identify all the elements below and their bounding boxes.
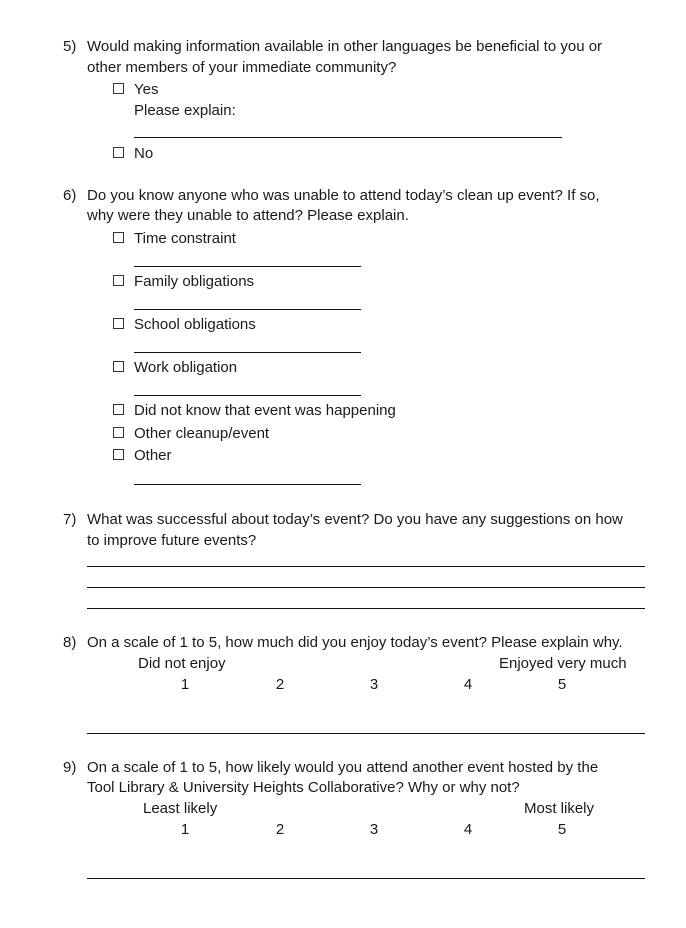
scale-option-5[interactable]: 5 [557, 821, 567, 838]
answer-line[interactable] [134, 484, 361, 485]
answer-line[interactable] [134, 309, 361, 310]
question-text: On a scale of 1 to 5, how likely would you attend another event hosted by the [87, 759, 599, 776]
question-text: Tool Library & University Heights Collaborative? Why or why not? [87, 779, 520, 796]
scale-option-5[interactable]: 5 [557, 676, 567, 693]
answer-line[interactable] [87, 587, 645, 588]
option-label: Other cleanup/event [134, 425, 270, 442]
question-number: 8) [63, 634, 77, 651]
answer-line[interactable] [87, 566, 645, 567]
checkbox-no[interactable] [113, 147, 124, 158]
checkbox-other-cleanup[interactable] [113, 427, 124, 438]
question-number: 5) [63, 38, 77, 55]
option-label: Yes [134, 81, 159, 98]
checkbox-school-obligations[interactable] [113, 318, 124, 329]
question-text: Do you know anyone who was unable to attend today’s clean up event? If so, [87, 187, 600, 204]
question-text: On a scale of 1 to 5, how much did you enjoy today’s event? Please explain why. [87, 634, 623, 651]
explain-answer-line[interactable] [134, 137, 562, 138]
scale-option-1[interactable]: 1 [180, 676, 190, 693]
checkbox-yes[interactable] [113, 83, 124, 94]
checkbox-family-obligations[interactable] [113, 275, 124, 286]
scale-low-label: Did not enjoy [138, 655, 226, 672]
checkbox-work-obligation[interactable] [113, 361, 124, 372]
checkbox-other[interactable] [113, 449, 124, 460]
option-label: Family obligations [134, 273, 255, 290]
answer-line[interactable] [87, 608, 645, 609]
scale-option-3[interactable]: 3 [369, 676, 379, 693]
scale-option-3[interactable]: 3 [369, 821, 379, 838]
question-text: other members of your immediate community? [87, 59, 397, 76]
scale-option-2[interactable]: 2 [275, 821, 285, 838]
option-label: No [134, 145, 154, 162]
scale-low-label: Least likely [143, 800, 218, 817]
question-number: 6) [63, 187, 77, 204]
option-label: Did not know that event was happening [134, 402, 396, 419]
scale-option-2[interactable]: 2 [275, 676, 285, 693]
answer-line[interactable] [134, 266, 361, 267]
scale-option-4[interactable]: 4 [463, 676, 473, 693]
answer-line[interactable] [87, 733, 645, 734]
option-label: Other [134, 447, 172, 464]
question-text: What was successful about today’s event? Do you have any suggestions on how [87, 511, 623, 528]
answer-line[interactable] [134, 352, 361, 353]
checkbox-time-constraint[interactable] [113, 232, 124, 243]
question-number: 7) [63, 511, 77, 528]
question-number: 9) [63, 759, 77, 776]
question-text: to improve future events? [87, 532, 257, 549]
option-label: School obligations [134, 316, 256, 333]
explain-label: Please explain: [134, 102, 236, 119]
option-label: Time constraint [134, 230, 236, 247]
question-text: Would making information available in other languages be beneficial to you or [87, 38, 603, 55]
scale-option-4[interactable]: 4 [463, 821, 473, 838]
option-label: Work obligation [134, 359, 238, 376]
question-text: why were they unable to attend? Please explain. [87, 207, 409, 224]
scale-high-label: Enjoyed very much [499, 655, 627, 672]
scale-option-1[interactable]: 1 [180, 821, 190, 838]
checkbox-did-not-know[interactable] [113, 404, 124, 415]
scale-high-label: Most likely [524, 800, 595, 817]
answer-line[interactable] [134, 395, 361, 396]
answer-line[interactable] [87, 878, 645, 879]
